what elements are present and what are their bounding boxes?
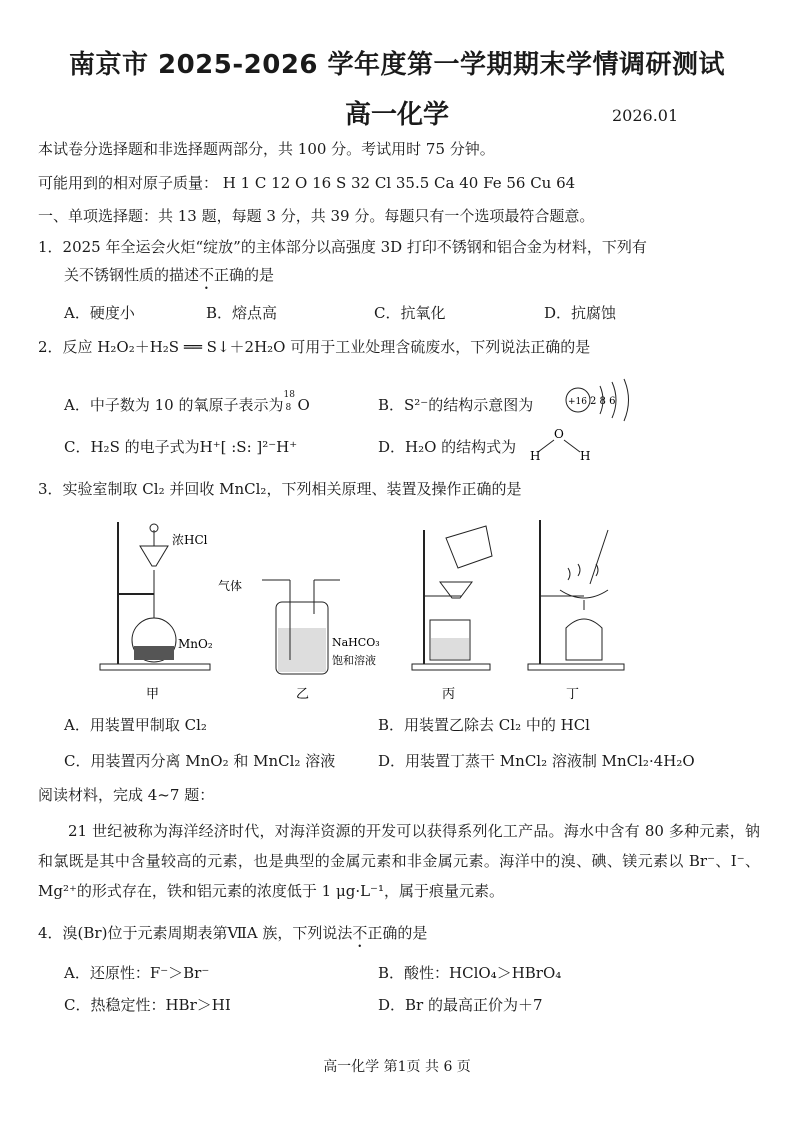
emphasis-not: 不 xyxy=(199,266,215,284)
question-3-option-c[interactable]: C．用装置丙分离 MnO₂ 和 MnCl₂ 溶液 xyxy=(64,752,336,770)
question-2-stem: 2．反应 H₂O₂＋H₂S ══ S↓＋2H₂O 可用于工业处理含硫废水，下列说法正确的是 xyxy=(38,338,591,356)
label-ding: 丁 xyxy=(566,687,580,702)
nucleus-charge: +16 xyxy=(568,397,587,407)
page-subtitle: 高一化学 xyxy=(344,100,449,130)
exam-date: 2026.01 xyxy=(612,106,679,125)
shell-electrons: 2 8 6 xyxy=(590,396,616,407)
label-nahco3: NaHCO₃ xyxy=(332,636,380,649)
question-4-option-c[interactable]: C．热稳定性：HBr＞HI xyxy=(64,996,231,1014)
question-3-option-a[interactable]: A．用装置甲制取 Cl₂ xyxy=(64,716,207,734)
page-footer: 高一化学 第1页 共 6 页 xyxy=(323,1059,471,1075)
label-bing: 丙 xyxy=(442,687,456,702)
question-2-option-a[interactable]: A．中子数为 10 的氧原子表示为 18 8 O xyxy=(64,390,310,414)
question-1-line-1: 1．2025 年全运会火炬“绽放”的主体部分以高强度 3D 打印不锈钢和铝合金为材料，下列有 xyxy=(38,238,647,256)
label-gas: 气体 xyxy=(218,579,243,593)
question-3-option-b[interactable]: B．用装置乙除去 Cl₂ 中的 HCl xyxy=(378,716,590,734)
question-1-option-a[interactable]: A．硬度小 xyxy=(64,304,135,322)
question-3-option-d[interactable]: D．用装置丁蒸干 MnCl₂ 溶液制 MnCl₂·4H₂O xyxy=(378,752,695,770)
reading-intro: 阅读材料，完成 4~7 题： xyxy=(38,786,215,804)
label-yi: 乙 xyxy=(296,687,310,702)
question-2-option-d[interactable]: D．H₂O 的结构式为 xyxy=(378,438,517,456)
label-saturated: 饱和溶液 xyxy=(332,654,376,667)
question-1-option-b[interactable]: B．熔点高 xyxy=(206,304,278,322)
hydrogen-atom-left: H xyxy=(530,449,541,463)
page-title: 南京市 2025-2026 学年度第一学期期末学情调研测试 xyxy=(68,50,726,80)
atomic-masses: 可能用到的相对原子质量： H 1 C 12 O 16 S 32 Cl 35.5 Ca 40 Fe 56 Cu 64 xyxy=(38,174,576,192)
apparatus-yi xyxy=(218,578,380,702)
water-structure-diagram xyxy=(524,426,594,464)
section-heading: 一、单项选择题：共 13 题，每题 3 分，共 39 分。每题只有一个选项最符合题意。 xyxy=(38,207,595,225)
apparatus-bing xyxy=(412,526,492,702)
question-2-option-c[interactable]: C．H₂S 的电子式为H⁺[ :S: ]²⁻H⁺ xyxy=(64,438,298,456)
question-2-option-b[interactable]: B．S²⁻的结构示意图为 xyxy=(378,396,534,414)
question-4-stem: 4．溴(Br)位于元素周期表第ⅦA 族，下列说法不正确的是 xyxy=(38,924,428,942)
intro-line: 本试卷分选择题和非选择题两部分，共 100 分。考试用时 75 分钟。 xyxy=(38,140,495,158)
emphasis-not: 不 xyxy=(352,924,368,942)
nuclide-notation: 18 8 xyxy=(283,390,295,413)
electron-formula: H⁺[ :S: ]²⁻H⁺ xyxy=(199,438,298,456)
question-4-option-d[interactable]: D．Br 的最高正价为＋7 xyxy=(378,996,543,1014)
reading-paragraph: 21 世纪被称为海洋经济时代，对海洋资源的开发可以获得系列化工产品。海水中含有 80 多种元素，钠和氯既是其中含量较高的元素，也是典型的金属元素和非金属元素。海洋中的溴、碘、镁元素以 Br⁻、I⁻、Mg²⁺的形式存在，铁和铝元素的浓度低于 1 μg·L⁻¹，属于痕量元素。 xyxy=(38,822,760,900)
question-4-option-a[interactable]: A．还原性：F⁻＞Br⁻ xyxy=(64,964,210,982)
apparatus-jia xyxy=(100,522,213,702)
question-1-line-2: 关不锈钢性质的描述不正确的是 xyxy=(64,266,275,284)
question-3-stem: 3．实验室制取 Cl₂ 并回收 MnCl₂，下列相关原理、装置及操作正确的是 xyxy=(38,480,522,498)
oxygen-atom: O xyxy=(554,427,564,441)
label-mno2: MnO₂ xyxy=(178,637,213,651)
label-conc-hcl: 浓HCl xyxy=(172,533,208,547)
hydrogen-atom-right: H xyxy=(580,449,591,463)
apparatus-ding xyxy=(528,520,624,702)
question-4-option-b[interactable]: B．酸性：HClO₄＞HBrO₄ xyxy=(378,964,562,982)
question-1-option-c[interactable]: C．抗氧化 xyxy=(374,304,446,322)
s2-structure-diagram xyxy=(560,378,640,422)
question-1-option-d[interactable]: D．抗腐蚀 xyxy=(544,304,617,322)
lab-apparatus-figure xyxy=(90,510,710,706)
label-jia: 甲 xyxy=(146,687,160,702)
